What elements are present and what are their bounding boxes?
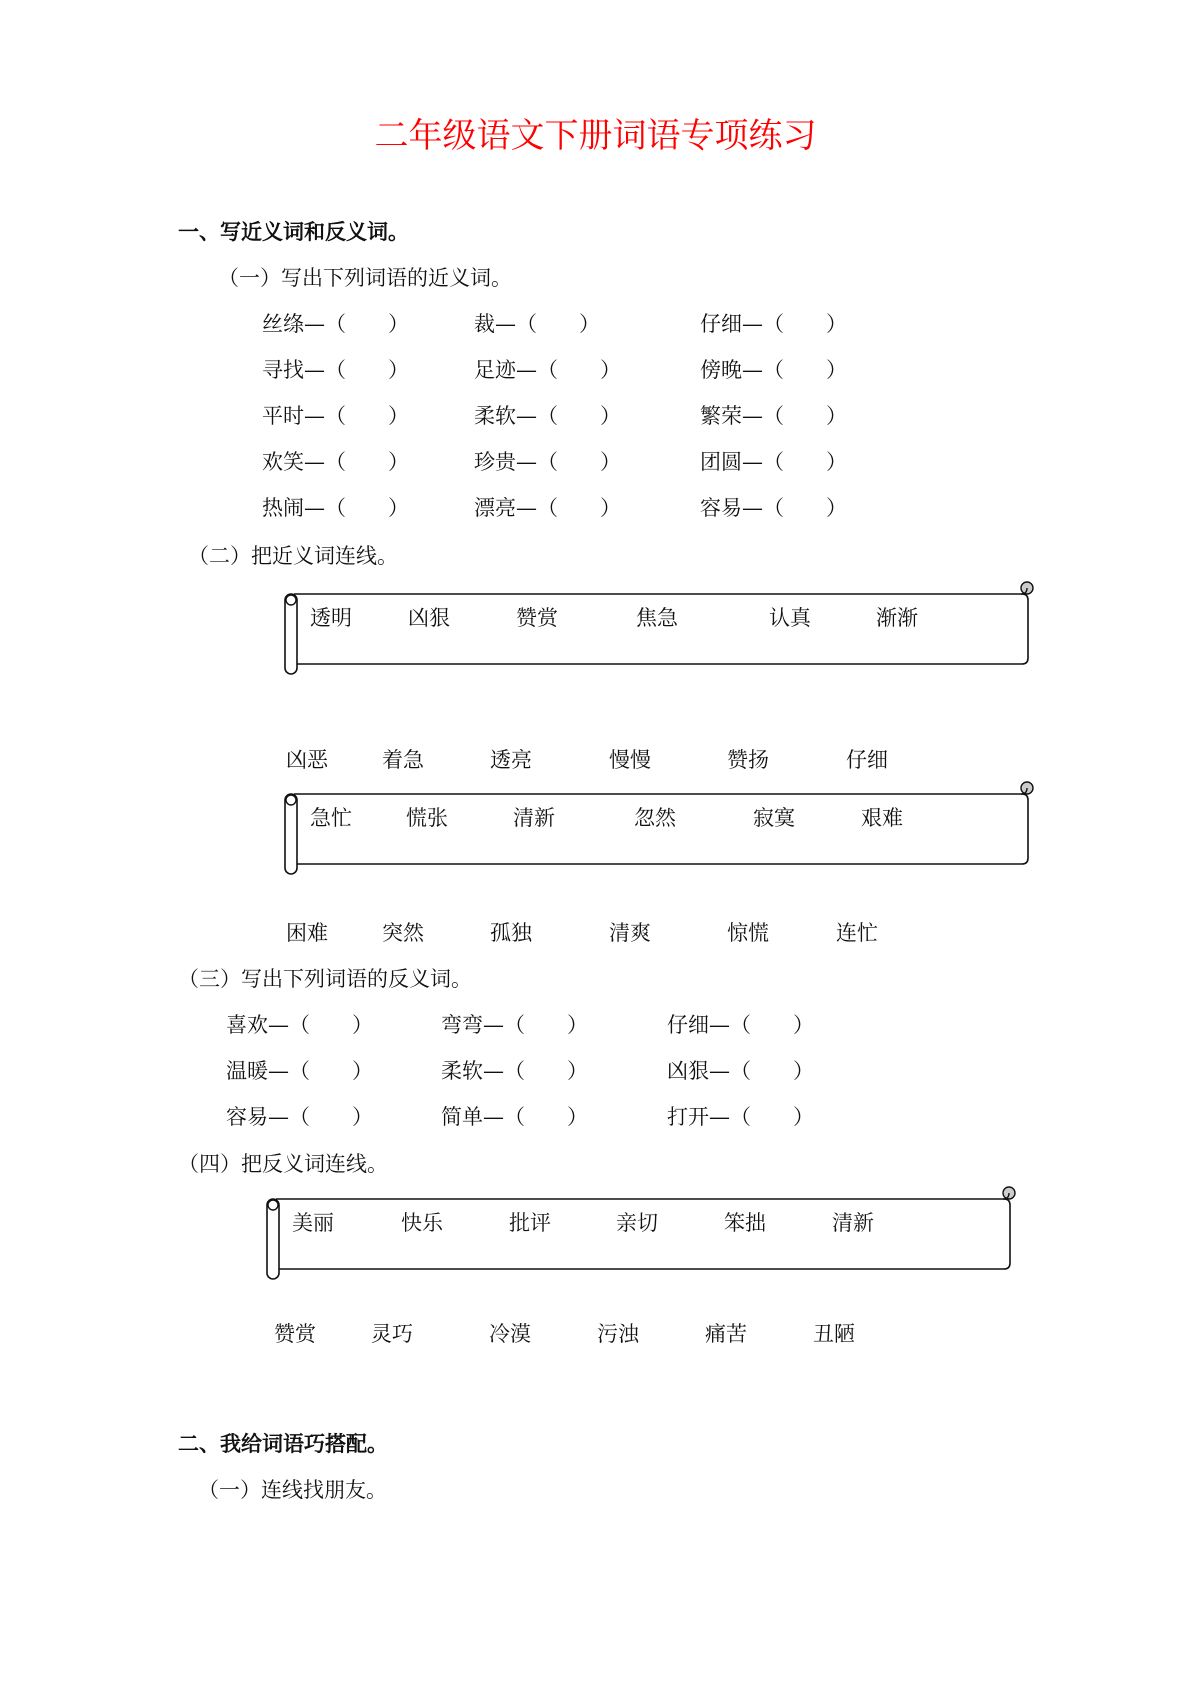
match-word[interactable]: 突然 bbox=[382, 921, 424, 945]
scroll-word[interactable]: 焦急 bbox=[636, 606, 678, 630]
match-word[interactable]: 着急 bbox=[382, 748, 424, 772]
antonym-item[interactable]: 仔细—（ ） bbox=[667, 1013, 814, 1037]
antonym-item[interactable]: 弯弯—（ ） bbox=[441, 1013, 588, 1037]
antonym-item[interactable]: 容易—（ ） bbox=[226, 1105, 373, 1129]
part-4-label: （四）把反义词连线。 bbox=[178, 1152, 388, 1176]
scroll-word[interactable]: 忽然 bbox=[634, 806, 676, 830]
synonym-item[interactable]: 容易—（ ） bbox=[700, 496, 847, 520]
scroll-word[interactable]: 慌张 bbox=[406, 806, 448, 830]
antonym-item[interactable]: 温暖—（ ） bbox=[226, 1059, 373, 1083]
synonym-item[interactable]: 欢笑—（ ） bbox=[262, 450, 409, 474]
scroll-word[interactable]: 批评 bbox=[509, 1211, 551, 1235]
scroll-word[interactable]: 快乐 bbox=[401, 1211, 443, 1235]
match-word[interactable]: 赞赏 bbox=[274, 1322, 316, 1346]
section-2-part-1-label: （一）连线找朋友。 bbox=[198, 1478, 387, 1502]
antonym-item[interactable]: 简单—（ ） bbox=[441, 1105, 588, 1129]
antonym-item[interactable]: 打开—（ ） bbox=[667, 1105, 814, 1129]
match-word[interactable]: 灵巧 bbox=[371, 1322, 413, 1346]
part-1-label: （一）写出下列词语的近义词。 bbox=[218, 266, 512, 290]
section-2-heading: 二、我给词语巧搭配。 bbox=[178, 1431, 388, 1456]
match-word[interactable]: 透亮 bbox=[490, 748, 532, 772]
match-word[interactable]: 冷漠 bbox=[489, 1322, 531, 1346]
match-word[interactable]: 痛苦 bbox=[705, 1322, 747, 1346]
scroll-word[interactable]: 赞赏 bbox=[516, 606, 558, 630]
scroll-word[interactable]: 凶狠 bbox=[408, 606, 450, 630]
synonym-item[interactable]: 柔软—（ ） bbox=[474, 404, 621, 428]
scroll-word[interactable]: 急忙 bbox=[310, 806, 352, 830]
scroll-word[interactable]: 透明 bbox=[310, 606, 352, 630]
synonym-item[interactable]: 繁荣—（ ） bbox=[700, 404, 847, 428]
scroll-word[interactable]: 清新 bbox=[832, 1211, 874, 1235]
synonym-item[interactable]: 足迹—（ ） bbox=[474, 358, 621, 382]
antonym-item[interactable]: 喜欢—（ ） bbox=[226, 1013, 373, 1037]
scroll-word[interactable]: 渐渐 bbox=[876, 606, 918, 630]
synonym-item[interactable]: 裁—（ ） bbox=[474, 312, 600, 336]
scroll-word[interactable]: 寂寞 bbox=[753, 806, 795, 830]
scroll-word[interactable]: 认真 bbox=[769, 606, 811, 630]
match-word[interactable]: 惊慌 bbox=[727, 921, 769, 945]
match-word[interactable]: 连忙 bbox=[836, 921, 878, 945]
section-1-heading: 一、写近义词和反义词。 bbox=[178, 219, 409, 244]
synonym-item[interactable]: 傍晚—（ ） bbox=[700, 358, 847, 382]
page-title: 二年级语文下册词语专项练习 bbox=[374, 116, 817, 156]
match-word[interactable]: 孤独 bbox=[490, 921, 532, 945]
scroll-banner-antonyms bbox=[262, 1183, 1022, 1279]
scroll-word[interactable]: 美丽 bbox=[292, 1211, 334, 1235]
scroll-banner-synonyms-1 bbox=[280, 578, 1040, 674]
synonym-item[interactable]: 丝绦—（ ） bbox=[262, 312, 409, 336]
part-2-label: （二）把近义词连线。 bbox=[188, 544, 398, 568]
scroll-word[interactable]: 亲切 bbox=[616, 1211, 658, 1235]
scroll-word[interactable]: 笨拙 bbox=[724, 1211, 766, 1235]
antonym-item[interactable]: 柔软—（ ） bbox=[441, 1059, 588, 1083]
antonym-item[interactable]: 凶狠—（ ） bbox=[667, 1059, 814, 1083]
match-word[interactable]: 困难 bbox=[286, 921, 328, 945]
synonym-item[interactable]: 漂亮—（ ） bbox=[474, 496, 621, 520]
part-3-label: （三）写出下列词语的反义词。 bbox=[178, 967, 472, 991]
scroll-word[interactable]: 艰难 bbox=[861, 806, 903, 830]
synonym-item[interactable]: 热闹—（ ） bbox=[262, 496, 409, 520]
match-word[interactable]: 丑陋 bbox=[813, 1322, 855, 1346]
match-word[interactable]: 清爽 bbox=[609, 921, 651, 945]
match-word[interactable]: 慢慢 bbox=[609, 748, 651, 772]
synonym-item[interactable]: 仔细—（ ） bbox=[700, 312, 847, 336]
synonym-item[interactable]: 寻找—（ ） bbox=[262, 358, 409, 382]
match-word[interactable]: 凶恶 bbox=[286, 748, 328, 772]
synonym-item[interactable]: 平时—（ ） bbox=[262, 404, 409, 428]
synonym-item[interactable]: 团圆—（ ） bbox=[700, 450, 847, 474]
match-word[interactable]: 仔细 bbox=[846, 748, 888, 772]
scroll-word[interactable]: 清新 bbox=[513, 806, 555, 830]
match-word[interactable]: 赞扬 bbox=[727, 748, 769, 772]
synonym-item[interactable]: 珍贵—（ ） bbox=[474, 450, 621, 474]
match-word[interactable]: 污浊 bbox=[597, 1322, 639, 1346]
scroll-banner-synonyms-2 bbox=[280, 778, 1040, 874]
